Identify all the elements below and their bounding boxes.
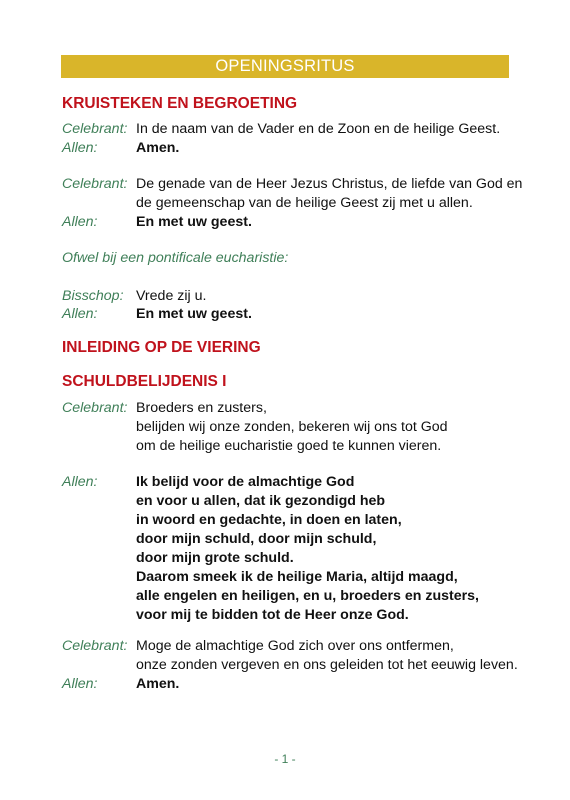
dialogue-text [136,399,448,456]
text-line: Ik belijd voor de almachtige God [136,474,355,490]
text-line: Broeders en zusters, [136,400,267,416]
speaker-label: Allen: [62,214,98,230]
text-line: onze zonden vergeven en ons geleiden tot het eeuwig leven. [136,657,518,673]
rubric-note: Ofwel bij een pontificale eucharistie: [62,250,289,266]
response-text [136,675,179,694]
response-text [136,305,252,324]
section-banner: OPENINGSRITUS [61,55,509,78]
text-line: De genade van de Heer Jezus Christus, de liefde van God en [136,176,523,192]
text-line: Amen. [136,676,180,692]
text-line: In de naam van de Vader en de Zoon en de heilige Geest. [136,121,501,137]
speaker-label: Allen: [62,474,98,490]
speaker-label: Celebrant: [62,176,128,192]
text-line: En met uw geest. [136,214,252,230]
text-line: Amen. [136,140,180,156]
speaker-label: Celebrant: [62,400,128,416]
text-line: in woord en gedachte, in doen en laten, [136,512,402,528]
dialogue-text [136,287,206,306]
text-line: Daarom smeek ik de heilige Maria, altijd maagd, [136,569,458,585]
text-line: Vrede zij u. [136,288,207,304]
speaker-label: Bisschop: [62,288,124,304]
heading-kruisteken: KRUISTEKEN EN BEGROETING [62,95,298,112]
heading-schuldbelijdenis: SCHULDBELIJDENIS I [62,373,227,390]
speaker-label: Allen: [62,140,98,156]
text-line: door mijn schuld, door mijn schuld, [136,531,377,547]
speaker-label: Allen: [62,676,98,692]
text-line: alle engelen en heiligen, en u, broeders en zusters, [136,588,479,604]
text-line: voor mij te bidden tot de Heer onze God. [136,607,409,623]
speaker-label: Celebrant: [62,121,128,137]
response-text [136,473,479,625]
dialogue-text [136,120,500,139]
page-number: - 1 - [274,752,296,766]
text-line: door mijn grote schuld. [136,550,294,566]
text-line: de gemeenschap van de heilige Geest zij met u allen. [136,195,473,211]
response-text [136,139,179,158]
heading-inleiding: INLEIDING OP DE VIERING [62,339,261,356]
speaker-label: Allen: [62,306,98,322]
text-line: En met uw geest. [136,306,252,322]
response-text [136,213,252,232]
text-line: en voor u allen, dat ik gezondigd heb [136,493,386,509]
dialogue-text [136,175,522,213]
text-line: om de heilige eucharistie goed te kunnen vieren. [136,438,442,454]
dialogue-text [136,637,518,675]
text-line: belijden wij onze zonden, bekeren wij ons tot God [136,419,448,435]
speaker-label: Celebrant: [62,638,128,654]
text-line: Moge de almachtige God zich over ons ontfermen, [136,638,454,654]
